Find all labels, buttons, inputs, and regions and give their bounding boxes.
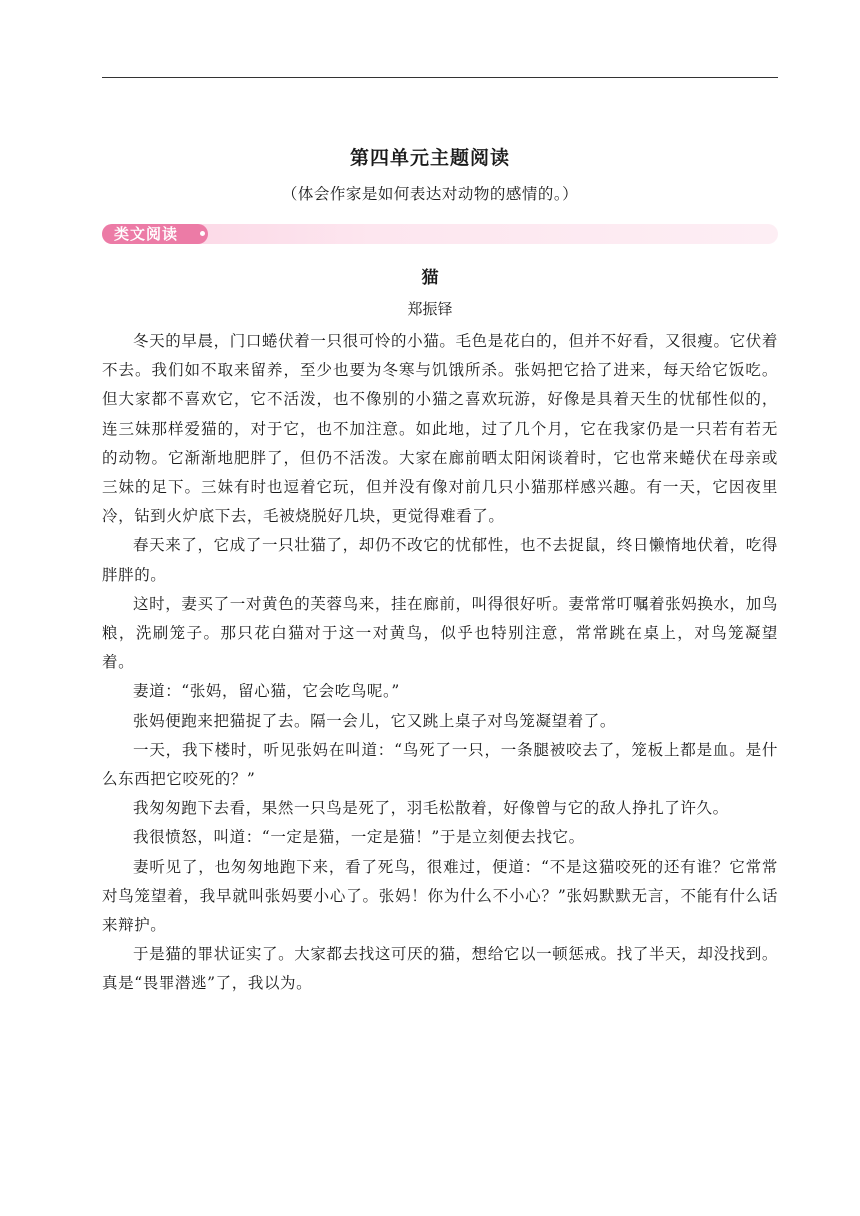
paragraph: 冬天的早晨，门口蜷伏着一只很可怜的小猫。毛色是花白的，但并不好看，又很瘦。它伏着不去。我们如不取来留养，至少也要为冬寒与饥饿所杀。张妈把它拾了进来，每天给它饭吃。但大家都不喜欢它，它不活泼，也不像别的小猫之喜欢玩游，好像是具着天生的忧郁性似的，连三妹那样爱猫的，对于它，也不加注意。如此地，过了几个月，它在我家仍是一只若有若无的动物。它渐渐地肥胖了，但仍不活泼。大家在廊前晒太阳闲谈着时，它也常来蜷伏在母亲或三妹的足下。三妹有时也逗着它玩，但并没有像对前几只小猫那样感兴趣。有一天，它因夜里冷，钻到火炉底下去，毛被烧脱好几块，更觉得难看了。 xyxy=(102,332,778,526)
paragraph: 我匆匆跑下去看，果然一只鸟是死了，羽毛松散着，好像曾与它的敌人挣扎了许久。 xyxy=(133,799,729,818)
paragraph: 春天来了，它成了一只壮猫了，却仍不改它的忧郁性，也不去捉鼠，终日懒惰地伏着，吃得胖胖的。 xyxy=(102,536,778,584)
page-title: 第四单元主题阅读 xyxy=(349,147,510,169)
paragraph: 张妈便跑来把猫捉了去。隔一会儿，它又跳上桌子对鸟笼凝望着了。 xyxy=(133,711,617,730)
article-body xyxy=(102,327,778,999)
page-subtitle: （体会作家是如何表达对动物的感情的。） xyxy=(281,185,579,203)
section-label: 类文阅读 xyxy=(102,224,208,244)
article-title: 猫 xyxy=(421,268,439,288)
paragraph: 一天，我下楼时，听见张妈在叫道：“鸟死了一只，一条腿被咬去了，笼板上都是血。是什么东西把它咬死的？” xyxy=(102,740,778,789)
dot-icon xyxy=(200,231,205,236)
header-rule xyxy=(102,77,778,78)
paragraph: 于是猫的罪状证实了。大家都去找这可厌的猫，想给它以一顿惩戒。找了半天，却没找到。真是“畏罪潜逃”了，我以为。 xyxy=(102,945,778,993)
paragraph: 妻听见了，也匆匆地跑下来，看了死鸟，很难过，便道：“不是这猫咬死的还有谁？它常常对鸟笼望着，我早就叫张妈要小心了。张妈！你为什么不小心？”张妈默默无言，不能有什么话来辩护。 xyxy=(102,857,778,935)
paragraph: 妻道：“张妈，留心猫，它会吃鸟呢。” xyxy=(133,682,400,701)
section-banner xyxy=(102,224,778,244)
article-author: 郑振铎 xyxy=(407,300,453,318)
paragraph: 这时，妻买了一对黄色的芙蓉鸟来，挂在廊前，叫得很好听。妻常常叮嘱着张妈换水，加鸟粮，洗刷笼子。那只花白猫对于这一对黄鸟，似乎也特别注意，常常跳在桌上，对鸟笼凝望着。 xyxy=(102,594,778,672)
paragraph: 我很愤怒，叫道：“一定是猫，一定是猫！”于是立刻便去找它。 xyxy=(133,828,585,847)
